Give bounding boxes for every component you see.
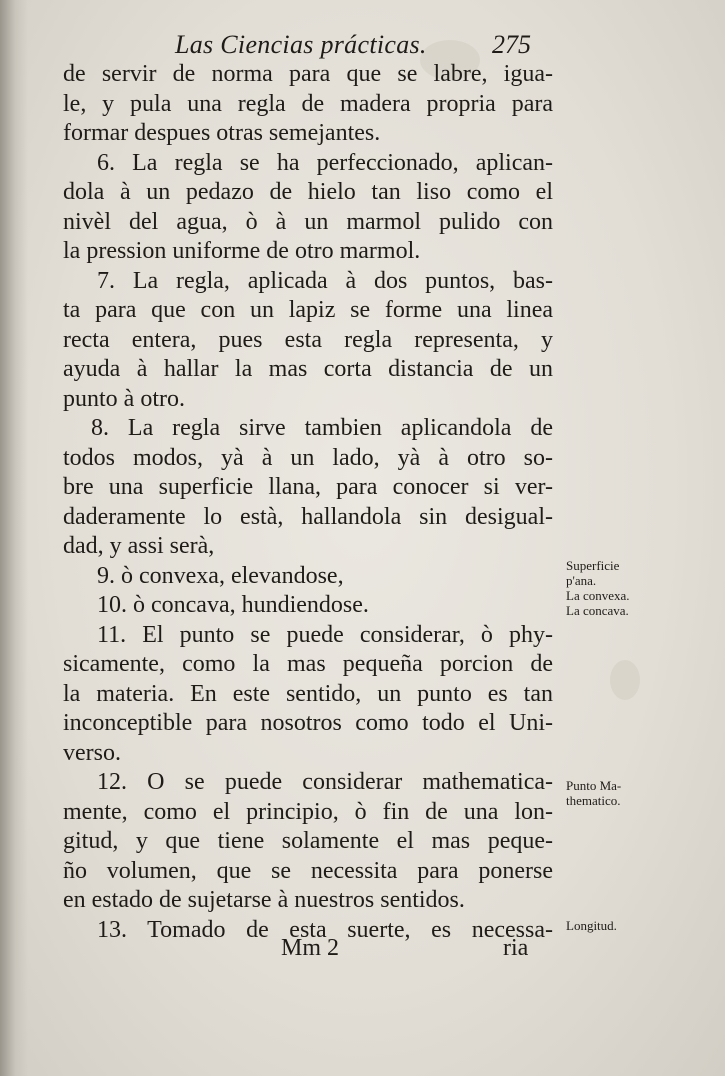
page-gutter bbox=[0, 0, 28, 1076]
text-line: punto à otro. bbox=[63, 385, 185, 412]
running-title: Las Ciencias prácticas. bbox=[175, 30, 427, 59]
paragraph-10 bbox=[63, 591, 553, 621]
margin-note-punto bbox=[566, 778, 716, 808]
page-number: 275 bbox=[492, 30, 531, 59]
margin-note-line: La concava. bbox=[566, 603, 629, 618]
text-line: daderamente lo està, hallandola sin desigual- bbox=[63, 503, 553, 530]
text-line: dad, y assi serà, bbox=[63, 533, 215, 559]
margin-note-line: p'ana. bbox=[566, 573, 597, 588]
text-line: 9. ò convexa, elevandose, bbox=[97, 562, 344, 589]
paragraph-12 bbox=[63, 768, 553, 916]
text-line: 12. O se puede considerar mathematica- bbox=[97, 769, 553, 795]
text-line: inconceptible para nosotros como todo el Uni- bbox=[63, 710, 553, 736]
body-text bbox=[63, 60, 553, 945]
paragraph-8 bbox=[63, 414, 553, 562]
text-line: 7. La regla, aplicada à dos puntos, bas- bbox=[97, 267, 553, 294]
margin-note-line: thematico. bbox=[566, 793, 621, 808]
text-line: 8. La regla sirve tambien aplicandola de bbox=[91, 415, 553, 441]
paragraph-11 bbox=[63, 621, 553, 769]
page-footer bbox=[63, 935, 553, 965]
text-line: 13. Tomado de esta suerte, es necessa- bbox=[97, 916, 553, 943]
margin-note-longitud bbox=[566, 918, 716, 933]
text-line: recta entera, pues esta regla representa, y bbox=[63, 326, 553, 353]
text-line: mente, como el principio, ò fin de una lon- bbox=[63, 798, 553, 825]
text-line: ta para que con un lapiz se forme una linea bbox=[63, 297, 553, 323]
text-line: ño volumen, que se necessita para ponerse bbox=[63, 857, 553, 884]
text-line: le, y pula una regla de madera propria para bbox=[63, 90, 553, 117]
margin-note-line: La convexa. bbox=[566, 588, 630, 603]
text-line: 11. El punto se puede considerar, ò phy- bbox=[97, 621, 553, 648]
text-line: ayuda à hallar la mas corta distancia de un bbox=[63, 356, 553, 382]
text-line: dola à un pedazo de hielo tan liso como el bbox=[63, 179, 553, 205]
text-line: la pression uniforme de otro marmol. bbox=[63, 238, 421, 264]
margin-note-line: Punto Ma- bbox=[566, 778, 622, 793]
catchword: ria bbox=[503, 935, 529, 961]
signature-mark: Mm 2 bbox=[281, 935, 340, 961]
text-line: nivèl del agua, ò à un marmol pulido con bbox=[63, 208, 553, 235]
text-line: gitud, y que tiene solamente el mas peque- bbox=[63, 828, 553, 854]
text-line: de servir de norma para que se labre, igua- bbox=[63, 61, 553, 87]
paper-stain bbox=[610, 660, 640, 700]
text-line: 10. ò concava, hundiendose. bbox=[97, 592, 369, 618]
margin-note-line: Longitud. bbox=[566, 918, 617, 933]
paragraph-6 bbox=[63, 149, 553, 267]
paragraph-7 bbox=[63, 267, 553, 415]
margin-note-superficie bbox=[566, 558, 716, 618]
text-line: 6. La regla se ha perfeccionado, aplican- bbox=[97, 149, 553, 176]
text-line: todos modos, yà à un lado, yà à otro so- bbox=[63, 444, 553, 471]
text-line: en estado de sujetarse à nuestros sentidos. bbox=[63, 887, 465, 913]
paragraph bbox=[63, 60, 553, 149]
text-line: bre una superficie llana, para conocer si ver- bbox=[63, 474, 553, 500]
text-line: la materia. En este sentido, un punto es tan bbox=[63, 680, 553, 707]
margin-note-line: Superficie bbox=[566, 558, 620, 573]
text-line: verso. bbox=[63, 739, 121, 766]
text-line: formar despues otras semejantes. bbox=[63, 120, 381, 146]
paragraph-9 bbox=[63, 562, 553, 592]
text-line: sicamente, como la mas pequeña porcion de bbox=[63, 651, 553, 677]
